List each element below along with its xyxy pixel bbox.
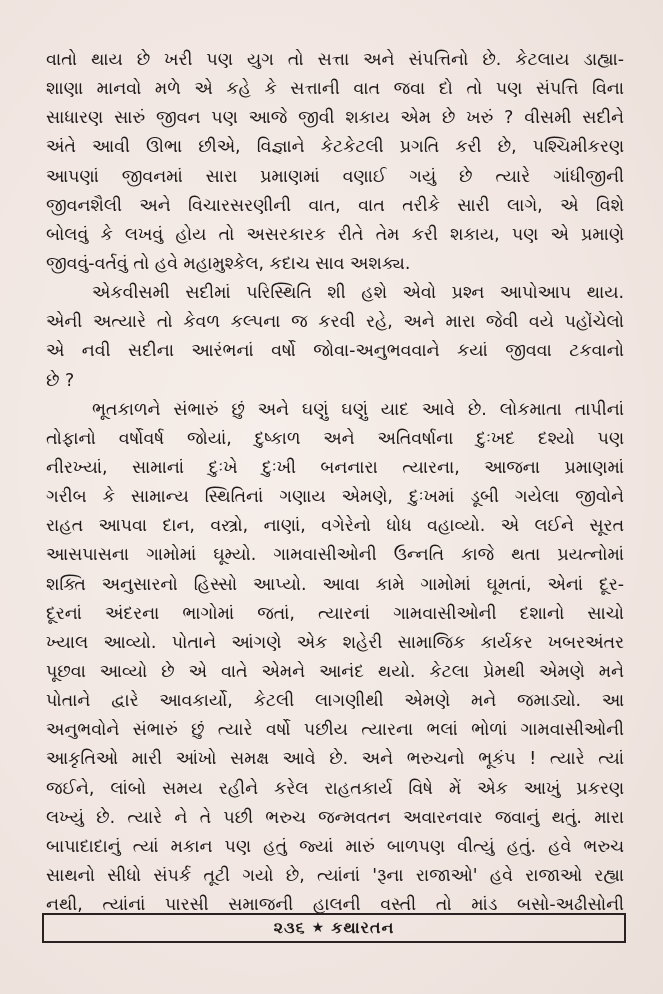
text-line: બોલવું કે લખવું હોય તો અસરકારક રીતે તેમ કરી શકાય, પણ એ પ્રમાણે (46, 224, 624, 245)
text-line: છે ? (46, 370, 75, 391)
text-line: એકવીસમી સદીમાં પરિસ્થિતિ શી હશે એવો પ્રશ્ન આપોઆપ થાય. (92, 283, 624, 304)
text-line: એની અત્યારે તો કેવળ કલ્પના જ કરવી રહે, અને મારા જેવી વયે પહોંચેલો (46, 312, 624, 333)
page-number: ૨૩૬ (273, 918, 306, 937)
text-line: સાથનો સીધો સંપર્ક તૂટી ગયો છે, ત્યાંનાં 'રૂના રાજાઓ' હવે રાજાઓ રહ્યા (46, 865, 624, 886)
text-line: બાપાદાદાનું ત્યાં મકાન પણ હતું જ્યાં મારું બાળપણ વીત્યું હતું. હવે ભરુચ (46, 836, 624, 857)
text-line: જીવવું-વર્તવું તો હવે મહામુશ્કેલ, કદાચ સાવ અશક્ય. (46, 253, 411, 274)
text-line: નથી, ત્યાંનાં પારસી સમાજની હાલની વસ્તી તો માંડ બસો-અઢીસોની (46, 895, 624, 916)
star-icon: ★ (311, 920, 326, 936)
text-line: અનુભવોને સંભારું છું ત્યારે વર્ષો પછીય ત્યારના ભલાં ભોળાં ગામવાસીઓની (46, 720, 624, 741)
footer-caption (42, 913, 626, 943)
text-line: આસપાસના ગામોમાં ઘૂમ્યો. ગામવાસીઓની ઉન્નતિ કાજે થતા પ્રયત્નોમાં (46, 545, 624, 566)
text-line: રાહત આપવા દાન, વસ્ત્રો, નાણાં, વગેરેનો ધોધ વહાવ્યો. એ લઈને સૂરત (46, 516, 624, 537)
text-line: ગરીબ કે સામાન્ય સ્થિતિનાં ગણાય એમણે, દુઃખમાં ડૂબી ગયેલા જીવોને (46, 487, 624, 508)
text-line: જઈને, લાંબો સમય રહીને કરેલ રાહતકાર્ય વિષે મેં એક આખું પ્રકરણ (46, 778, 624, 799)
text-line: આપણાં જીવનમાં સારા પ્રમાણમાં વણાઈ ગયું છે ત્યારે ગાંધીજીની (46, 166, 624, 187)
book-title: કથારતન (331, 918, 395, 937)
text-line: આકૃતિઓ મારી આંખો સમક્ષ આવે છે. અને ભરુચનો ભૂકંપ ! ત્યારે ત્યાં (46, 749, 624, 770)
text-line: ભૂતકાળને સંભારું છું અને ઘણું ઘણું યાદ આવે છે. લોકમાતા તાપીનાં (92, 399, 624, 420)
text-line: પૂછવા આવ્યો છે એ વાતે એમને આનંદ થયો. કેટલા પ્રેમથી એમણે મને (46, 661, 624, 682)
page-footer (42, 913, 626, 943)
body-text (46, 46, 624, 920)
text-line: ખ્યાલ આવ્યો. પોતાને આંગણે એક શહેરી સામાજિક કાર્યકર ખબરઅંતર (46, 632, 624, 653)
text-line: પોતાને દ્વારે આવકાર્યો, કેટલી લાગણીથી એમણે મને જમાડ્યો. આ (46, 691, 624, 712)
text-line: એ નવી સદીના આરંભનાં વર્ષો જોવા-અનુભવવાને કયાં જીવવા ટકવાનો (46, 341, 624, 362)
text-line: અંતે આવી ઊભા છીએ, વિજ્ઞાને કેટકેટલી પ્રગતિ કરી છે, પશ્ચિમીકરણ (46, 137, 624, 158)
text-line: નીરખ્યાં, સામાનાં દુઃખે દુઃખી બનનારા ત્યારના, આજના પ્રમાણમાં (46, 457, 624, 478)
text-line: દૂરનાં અંદરના ભાગોમાં જતાં, ત્યારનાં ગામવાસીઓની દશાનો સાચો (46, 603, 624, 624)
text-line: શક્તિ અનુસારનો હિસ્સો આપ્યો. આવા કામે ગામોમાં ઘૂમતાં, એનાં દૂર- (46, 574, 624, 595)
text-line: તોફાનો વર્ષોવર્ષ જોયાં, દુષ્કાળ અને અતિવર્ષાના દુઃખદ દશ્યો પણ (46, 428, 624, 449)
text-line: જીવનશૈલી અને વિચારસરણીની વાત, વાત તરીકે સારી લાગે, એ વિશે (46, 195, 624, 216)
text-line: વાતો થાય છે ખરી પણ યુગ તો સત્તા અને સંપત્તિનો છે. કેટલાય ડાહ્યા- (46, 50, 624, 70)
text-line: સાધારણ સારું જીવન પણ આજે જીવી શકાય એમ છે ખરું ? વીસમી સદીને (46, 108, 624, 129)
text-line: લખ્યું છે. ત્યારે ને તે પછી ભરુચ જન્મવતન અવારનવાર જવાનું થતું. મારા (46, 807, 624, 828)
text-line: શાણા માનવો મળે એ કહે કે સત્તાની વાત જવા દો તો પણ સંપત્તિ વિના (46, 79, 624, 100)
